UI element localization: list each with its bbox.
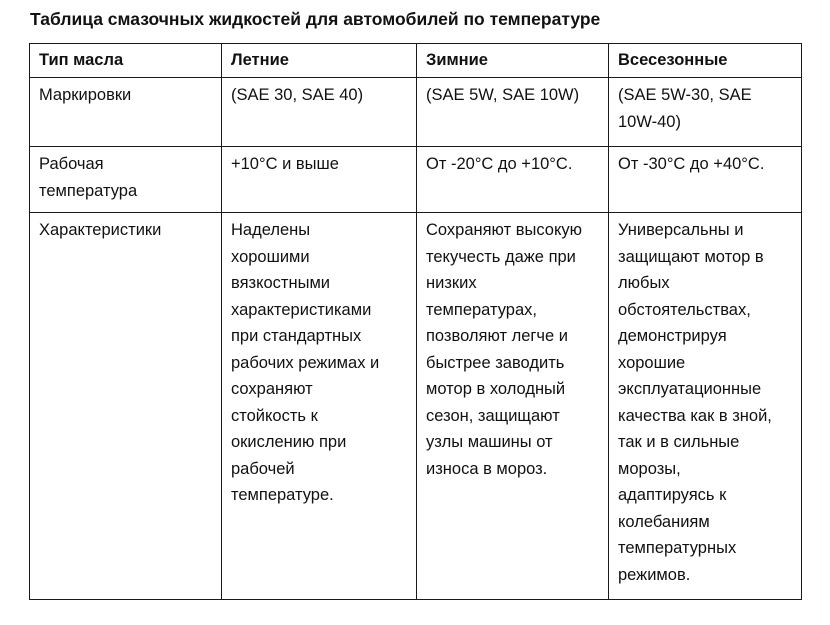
header-oil-type: Тип масла [30,44,222,78]
cell-summer-markings: (SAE 30, SAE 40) [222,78,417,147]
cell-winter-temperature: От -20°C до +10°C. [417,147,609,213]
row-label-characteristics: Характеристики [30,213,222,600]
row-label-markings: Маркировки [30,78,222,147]
cell-winter-characteristics: Сохраняют высокую текучесть даже при низких температурах, позволяют легче и быстрее заводить мотор в холодный сезон, защищают узлы машины от износа в мороз. [417,213,609,600]
table-row-markings [30,78,802,147]
header-summer: Летние [222,44,417,78]
cell-summer-characteristics: Наделены хорошими вязкостными характеристиками при стандартных рабочих режимах и сохраняют стойкость к окислению при рабочей температуре. [222,213,417,600]
table-row-operating-temperature [30,147,802,213]
oil-temperature-table [29,43,802,600]
table-row-characteristics [30,213,802,600]
table-header-row [30,44,802,78]
cell-all-season-temperature: От -30°C до +40°C. [609,147,802,213]
cell-all-season-markings: (SAE 5W-30, SAE 10W-40) [609,78,802,147]
cell-summer-temperature: +10°C и выше [222,147,417,213]
row-label-operating-temperature: Рабочая температура [30,147,222,213]
header-winter: Зимние [417,44,609,78]
cell-all-season-characteristics: Универсальны и защищают мотор в любых обстоятельствах, демонстрируя хорошие эксплуатационные качества как в зной, так и в сильные морозы, адаптируясь к колебаниям температурных режимов. [609,213,802,600]
header-all-season: Всесезонные [609,44,802,78]
document-title: Таблица смазочных жидкостей для автомобилей по температуре [30,9,601,29]
cell-winter-markings: (SAE 5W, SAE 10W) [417,78,609,147]
